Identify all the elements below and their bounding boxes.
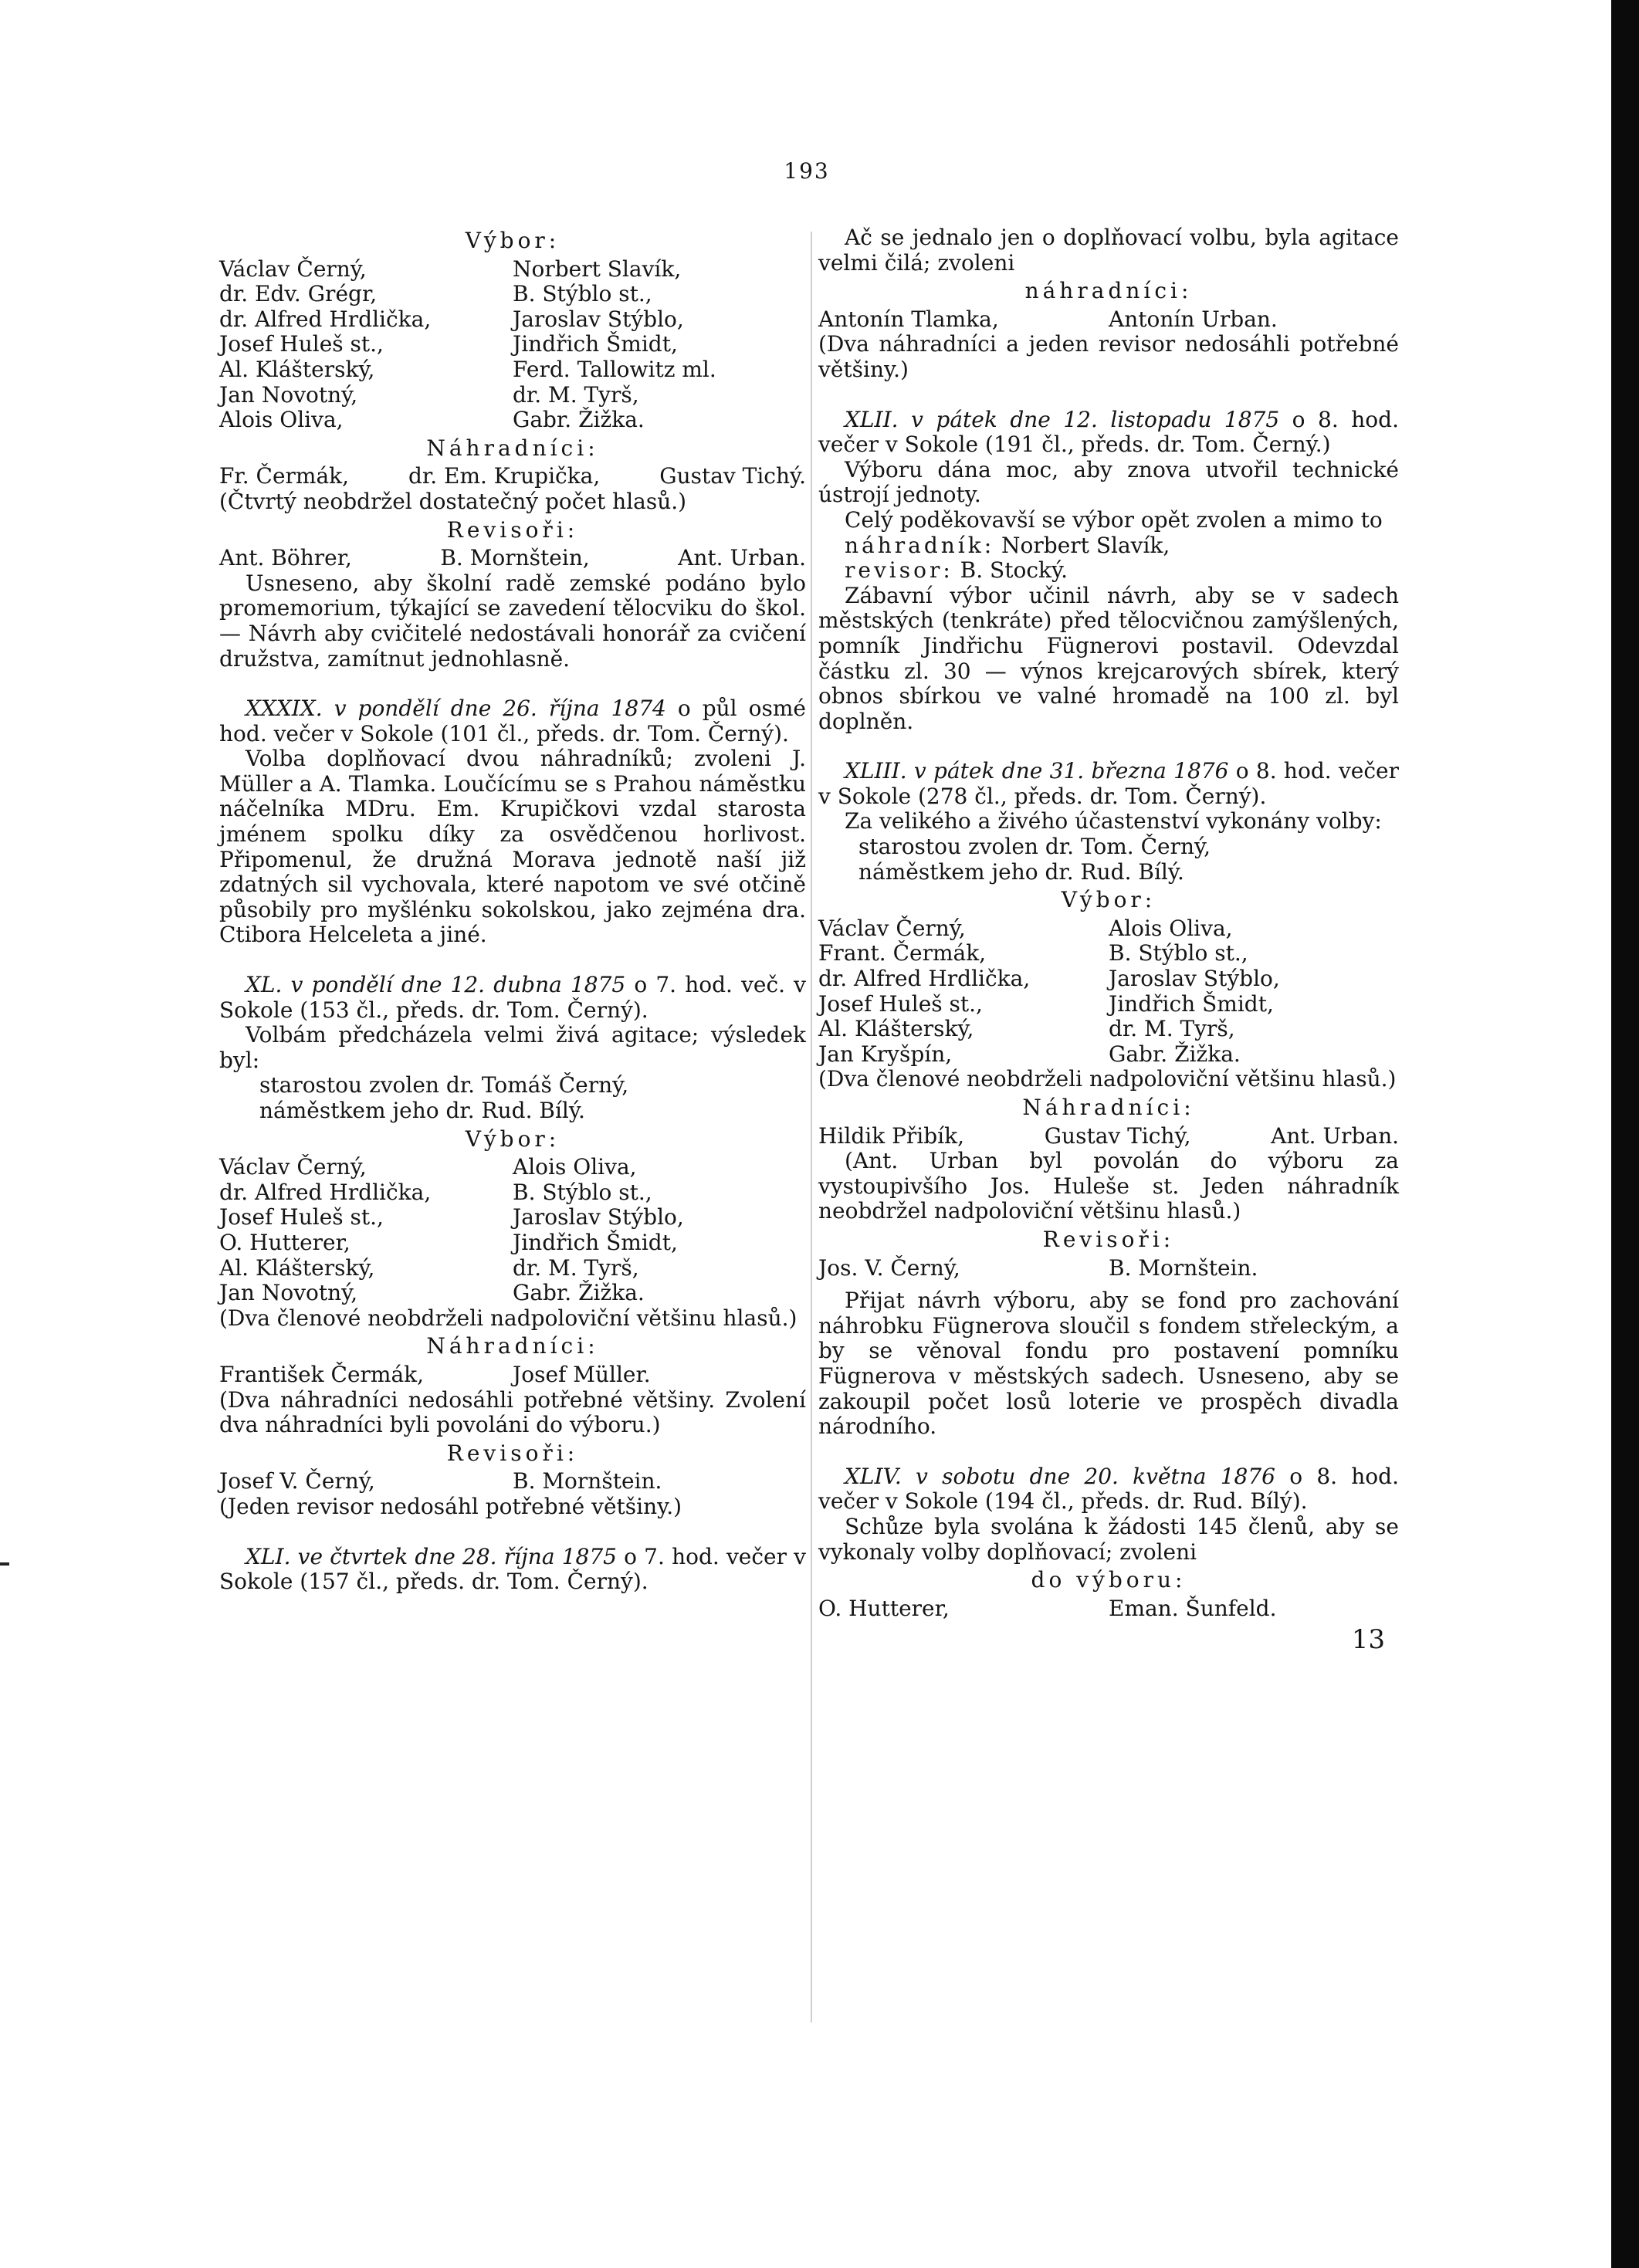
scan-border — [1611, 0, 1639, 2268]
name-cell: B. Stýblo st., — [513, 1179, 652, 1205]
table-row — [219, 332, 806, 357]
name-cell: Jindřich Šmidt, — [513, 331, 678, 357]
election-result — [219, 1073, 806, 1123]
name: Ant. Urban. — [1271, 1122, 1399, 1149]
name: Ant. Urban. — [678, 545, 806, 571]
section-heading: Náhradníci: — [426, 1333, 599, 1359]
meeting-heading — [818, 1464, 1399, 1515]
table-row — [219, 1281, 806, 1306]
names-row — [818, 1124, 1399, 1149]
paragraph: Volba doplňovací dvou náhradníků; zvoleni J. Müller a A. Tlamka. Loučícímu se s Prahou náměstku náčelníka MDru. Em. Krupičkovi vzdal starosta jménem spolku díky za osvědčenou horlivost. Připomenul, že družná Morava jednotě naší již zdatných sil vychovala, které napotom ve své otčině působily pro myšlénku sokolskou, jako zejména dra. Ctibora Helceleta a jiné. — [219, 746, 806, 948]
table-row — [219, 357, 806, 383]
name: Norbert Slavík, — [994, 532, 1170, 558]
table-row — [818, 1042, 1399, 1068]
label: náhradník: — [845, 532, 995, 558]
result-line: náměstkem jeho dr. Rud. Bílý. — [858, 858, 1184, 885]
note: (Dva členové neobdrželi nadpoloviční většinu hlasů.) — [219, 1305, 797, 1331]
meeting-details: o 8. hod. večer v Sokole (194 čl., předs. dr. Rud. Bílý). — [818, 1463, 1399, 1515]
revisor-line — [818, 558, 1399, 584]
names-row — [219, 1362, 806, 1388]
meeting-heading — [219, 696, 806, 746]
name: Ant. Böhrer, — [219, 545, 352, 571]
names-table — [818, 916, 1399, 1068]
election-result — [818, 834, 1399, 885]
table-row — [219, 257, 806, 283]
name: Josef V. Černý, — [219, 1468, 375, 1495]
result-line: náměstkem jeho dr. Rud. Bílý. — [259, 1098, 585, 1123]
name-cell: Jaroslav Stýblo, — [1109, 966, 1280, 992]
name-cell: O. Hutterer, — [219, 1229, 350, 1255]
name-cell: Al. Klášterský, — [818, 1016, 974, 1042]
name: B. Mornštein, — [440, 545, 590, 571]
paragraph: Schůze byla svolána k žádosti 145 členů, aby se vykonaly volby doplňovací; zvoleni — [818, 1513, 1399, 1565]
meeting-details: o 7. hod. večer v Sokole (157 čl., předs. dr. Tom. Černý). — [219, 1543, 806, 1595]
name: Fr. Čermák, — [219, 463, 350, 489]
table-row — [219, 1155, 806, 1180]
name: B. Mornštein. — [1109, 1254, 1258, 1281]
table-row — [818, 941, 1399, 966]
names-row — [219, 1469, 806, 1495]
name-cell: Jindřich Šmidt, — [513, 1229, 678, 1255]
table-row — [219, 383, 806, 408]
name-cell: Al. Klášterský, — [219, 356, 375, 382]
name: Eman. Šunfeld. — [1109, 1595, 1277, 1621]
name: Jos. V. Černý, — [818, 1254, 960, 1281]
name: Antonín Tlamka, — [818, 306, 999, 332]
name-cell: Jaroslav Stýblo, — [513, 306, 684, 332]
meeting-date: XL. v pondělí dne 12. dubna 1875 — [246, 972, 626, 998]
name-cell: dr. M. Tyrš, — [513, 1254, 639, 1281]
name: B. Mornštein. — [513, 1468, 662, 1495]
paragraph: Výboru dána moc, aby znova utvořil technické ústrojí jednoty. — [818, 456, 1399, 508]
section-heading: Výbor: — [465, 228, 560, 253]
name-cell: Norbert Slavík, — [513, 256, 682, 282]
name-cell: Václav Černý, — [219, 256, 367, 282]
names-row — [818, 1256, 1399, 1281]
meeting-date: XLI. ve čtvrtek dne 28. října 1875 — [246, 1543, 617, 1569]
name: Josef Müller. — [513, 1361, 651, 1387]
paragraph: Celý poděkovavší se výbor opět zvolen a mimo to — [845, 506, 1383, 533]
name-cell: Alois Oliva, — [1109, 915, 1233, 941]
note: (Ant. Urban byl povolán do výboru za vystoupivšího Jos. Huleše st. Jeden náhradník neobdržel nadpoloviční většinu hlasů.) — [818, 1148, 1399, 1224]
name-cell: Josef Huleš st., — [219, 1204, 384, 1230]
left-column — [219, 225, 806, 1595]
name: Gustav Tichý. — [659, 463, 806, 489]
name: Antonín Urban. — [1109, 306, 1278, 332]
section-heading: Revisoři: — [446, 1440, 579, 1466]
table-row — [818, 992, 1399, 1017]
name-cell: Alois Oliva, — [513, 1154, 637, 1180]
name-cell: Frant. Čermák, — [818, 940, 987, 966]
name: O. Hutterer, — [818, 1595, 950, 1621]
section-heading: do výboru: — [1031, 1567, 1187, 1593]
meeting-42 — [818, 408, 1399, 735]
name-cell: Gabr. Žižka. — [1109, 1041, 1241, 1067]
section-heading: náhradníci: — [1024, 278, 1193, 304]
section-heading: Náhradníci: — [1022, 1095, 1195, 1120]
section-heading: Výbor: — [465, 1126, 560, 1152]
table-row — [818, 1017, 1399, 1042]
name-cell: Gabr. Žižka. — [513, 407, 645, 433]
section-heading: Náhradníci: — [426, 435, 599, 461]
vybor-section-1 — [219, 228, 806, 433]
names-table — [219, 1155, 806, 1306]
meeting-44 — [818, 1463, 1399, 1656]
name-cell: Jan Kryšpín, — [818, 1041, 953, 1067]
paragraph: Přijat návrh výboru, aby se fond pro zachování náhrobku Fügnerova sloučil s fondem střeleckým, a by se věnoval fondu pro postavení pomníku Fügnerova v městských sadech. Usneseno, aby se zakoupil počet losů loterie ve prospěch divadla národního. — [818, 1288, 1399, 1440]
table-row — [818, 916, 1399, 942]
meeting-date: XLIV. v sobotu dne 20. května 1876 — [845, 1463, 1275, 1489]
note: (Dva náhradníci nedosáhli potřebné většiny. Zvolení dva náhradníci byli povoláni do výboru.) — [219, 1386, 806, 1438]
meeting-details: o 8. hod. večer v Sokole (278 čl., předs. dr. Tom. Černý). — [818, 758, 1399, 809]
name-cell: dr. Alfred Hrdlička, — [818, 966, 1031, 992]
name-cell: Jan Novotný, — [219, 1280, 358, 1306]
name-cell: Jan Novotný, — [219, 381, 358, 408]
name-cell: Václav Černý, — [818, 915, 966, 941]
result-line: starostou zvolen dr. Tom. Černý, — [858, 834, 1211, 860]
meeting-date: XXXIX. v pondělí dne 26. října 1874 — [246, 696, 666, 722]
name-cell: Al. Klášterský, — [219, 1254, 375, 1281]
meeting-heading — [818, 408, 1399, 458]
meeting-41 — [219, 1545, 806, 1595]
names-row — [818, 307, 1399, 333]
section-heading: Revisoři: — [1042, 1226, 1175, 1252]
meeting-heading — [219, 973, 806, 1023]
meeting-details: o 8. hod. večer v Sokole (191 čl., předs. dr. Tom. Černý.) — [818, 406, 1399, 458]
paragraph: Zábavní výbor učinil návrh, aby se v sadech městských (tenkráte) před tělocvičnou zamýšlených, pomník Jindřichu Fügnerovi postavil. Odevzdal částku zl. 30 — výnos krejcarových sbírek, který obnos sbírkou ve valné hromadě na 100 zl. byl doplněn. — [818, 582, 1399, 734]
table-row — [219, 408, 806, 433]
table-row — [219, 282, 806, 307]
names-table — [219, 257, 806, 433]
nahradnici-section-1 — [219, 436, 806, 515]
meeting-heading — [818, 759, 1399, 809]
names-row — [219, 546, 806, 571]
name-cell: Gabr. Žižka. — [513, 1280, 645, 1306]
name-cell: Josef Huleš st., — [219, 331, 384, 357]
nahradnik-line — [818, 533, 1399, 559]
revisori-section-1 — [219, 518, 806, 672]
signature-mark: 13 — [1351, 1624, 1385, 1656]
paragraph: Usneseno, aby školní radě zemské podáno bylo promemorium, týkající se zavedení tělocviku do škol. — Návrh aby cvičitelé nedostávali honorář za cvičení družstva, zamítnut jednohlasně. — [219, 570, 806, 672]
name: dr. Em. Krupička, — [408, 463, 601, 489]
meeting-details: o půl osmé hod. večer v Sokole (101 čl., předs. dr. Tom. Černý). — [219, 696, 806, 746]
right-column — [818, 225, 1399, 1656]
meeting-40 — [219, 973, 806, 1519]
names-row — [219, 464, 806, 489]
name: František Čermák, — [219, 1361, 425, 1387]
result-line: starostou zvolen dr. Tomáš Černý, — [259, 1072, 629, 1098]
note: (Jeden revisor nedosáhl potřebné většiny.) — [219, 1493, 682, 1519]
meeting-39 — [219, 696, 806, 948]
note: (Dva náhradníci a jeden revisor nedosáhli potřebné většiny.) — [818, 331, 1399, 382]
table-row — [219, 307, 806, 333]
paragraph: Volbám předcházela velmi živá agitace; výsledek byl: — [219, 1022, 806, 1073]
name-cell: Jaroslav Stýblo, — [513, 1204, 684, 1230]
name: B. Stocký. — [953, 557, 1068, 584]
note: (Čtvrtý neobdržel dostatečný počet hlasů.) — [219, 488, 687, 514]
meeting-heading — [219, 1545, 806, 1595]
table-row — [219, 1256, 806, 1281]
note: (Dva členové neobdrželi nadpoloviční většinu hlasů.) — [818, 1066, 1397, 1092]
name-cell: Ferd. Tallowitz ml. — [513, 356, 716, 382]
name-cell: Václav Černý, — [219, 1154, 367, 1180]
name-cell: Jindřich Šmidt, — [1109, 990, 1274, 1017]
name-cell: dr. Alfred Hrdlička, — [219, 306, 432, 332]
column-rule — [811, 232, 812, 2023]
paragraph: Za velikého a živého účastenství vykonány volby: — [845, 808, 1382, 834]
name-cell: dr. Edv. Grégr, — [219, 281, 378, 307]
paragraph: Ač se jednalo jen o doplňovací volbu, byla agitace velmi čilá; zvoleni — [818, 225, 1399, 276]
label: revisor: — [845, 557, 953, 584]
section-heading: Revisoři: — [446, 516, 579, 543]
meeting-date: XLII. v pátek dne 12. listopadu 1875 — [845, 406, 1280, 432]
table-row — [219, 1230, 806, 1256]
table-row — [818, 966, 1399, 992]
table-row — [219, 1180, 806, 1206]
name-cell: dr. M. Tyrš, — [513, 381, 639, 408]
meeting-43 — [818, 759, 1399, 1439]
section-heading: Výbor: — [1061, 887, 1156, 913]
name-cell: B. Stýblo st., — [1109, 940, 1248, 966]
name-cell: dr. M. Tyrš, — [1109, 1016, 1235, 1042]
name-cell: Josef Huleš st., — [818, 990, 983, 1017]
name-cell: Alois Oliva, — [219, 407, 344, 433]
page-number: 193 — [784, 158, 830, 184]
name: Gustav Tichý, — [1044, 1122, 1191, 1149]
name-cell: B. Stýblo st., — [513, 281, 652, 307]
name-cell: dr. Alfred Hrdlička, — [219, 1179, 432, 1205]
meeting-date: XLIII. v pátek dne 31. března 1876 — [845, 758, 1229, 784]
name: Hildik Přibík, — [818, 1122, 964, 1149]
meeting-details: o 7. hod. več. v Sokole (153 čl., předs. dr. Tom. Černý). — [219, 972, 807, 1023]
names-row — [818, 1596, 1399, 1622]
table-row — [219, 1205, 806, 1230]
